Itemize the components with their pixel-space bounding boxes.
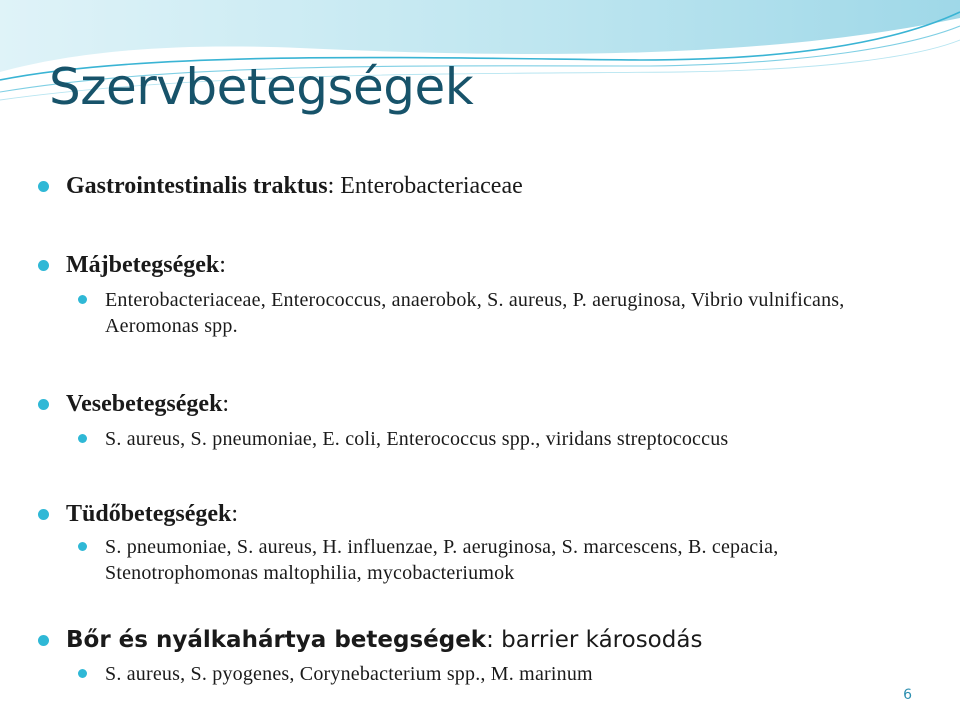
list-item-lung (105, 534, 935, 586)
section-heading-bold: Vesebetegségek (66, 391, 223, 417)
section-heading-bold: Tüdőbetegségek (66, 501, 232, 527)
list-item-kidney (105, 426, 935, 452)
list-item-text: S. aureus, S. pyogenes, Corynebacterium spp., M. marinum (105, 663, 593, 685)
bullet-icon (38, 181, 49, 192)
section-heading-rest: : barrier károsodás (486, 627, 703, 653)
list-item-text: Enterobacteriaceae, Enterococcus, anaerobok, S. aureus, P. aeruginosa, Vibrio vulnificans, Aeromonas spp. (105, 289, 845, 337)
page-number: 6 (903, 687, 912, 703)
section-lung (66, 500, 238, 528)
list-item-liver (105, 287, 935, 339)
section-heading-rest: : (219, 252, 226, 278)
section-heading-bold: Gastrointestinalis traktus (66, 173, 328, 199)
section-heading-rest: : Enterobacteriaceae (327, 173, 523, 199)
section-skin (66, 626, 702, 654)
section-liver (66, 251, 226, 279)
section-kidney (66, 390, 229, 418)
bullet-icon (38, 399, 49, 410)
bullet-icon (78, 669, 87, 678)
section-heading-rest: : (222, 391, 230, 417)
list-item-text: S. aureus, S. pneumoniae, E. coli, Enterococcus spp., viridans streptococcus (105, 428, 729, 450)
list-item-skin (105, 661, 935, 687)
bullet-icon (38, 635, 49, 646)
bullet-icon (78, 295, 87, 304)
section-gastrointestinal (66, 172, 523, 200)
section-heading-rest: : (231, 501, 239, 527)
section-heading-bold: Májbetegségek (66, 252, 220, 278)
bullet-icon (78, 542, 87, 551)
list-item-text: S. pneumoniae, S. aureus, H. influenzae, P. aeruginosa, S. marcescens, B. cepacia, Stenotrophomonas maltophilia, mycobacteriumok (105, 536, 779, 584)
section-heading-bold: Bőr és nyálkahártya betegségek (66, 627, 487, 653)
bullet-icon (78, 434, 87, 443)
bullet-icon (38, 260, 49, 271)
slide-title: Szervbetegségek (49, 58, 474, 116)
bullet-icon (38, 509, 49, 520)
